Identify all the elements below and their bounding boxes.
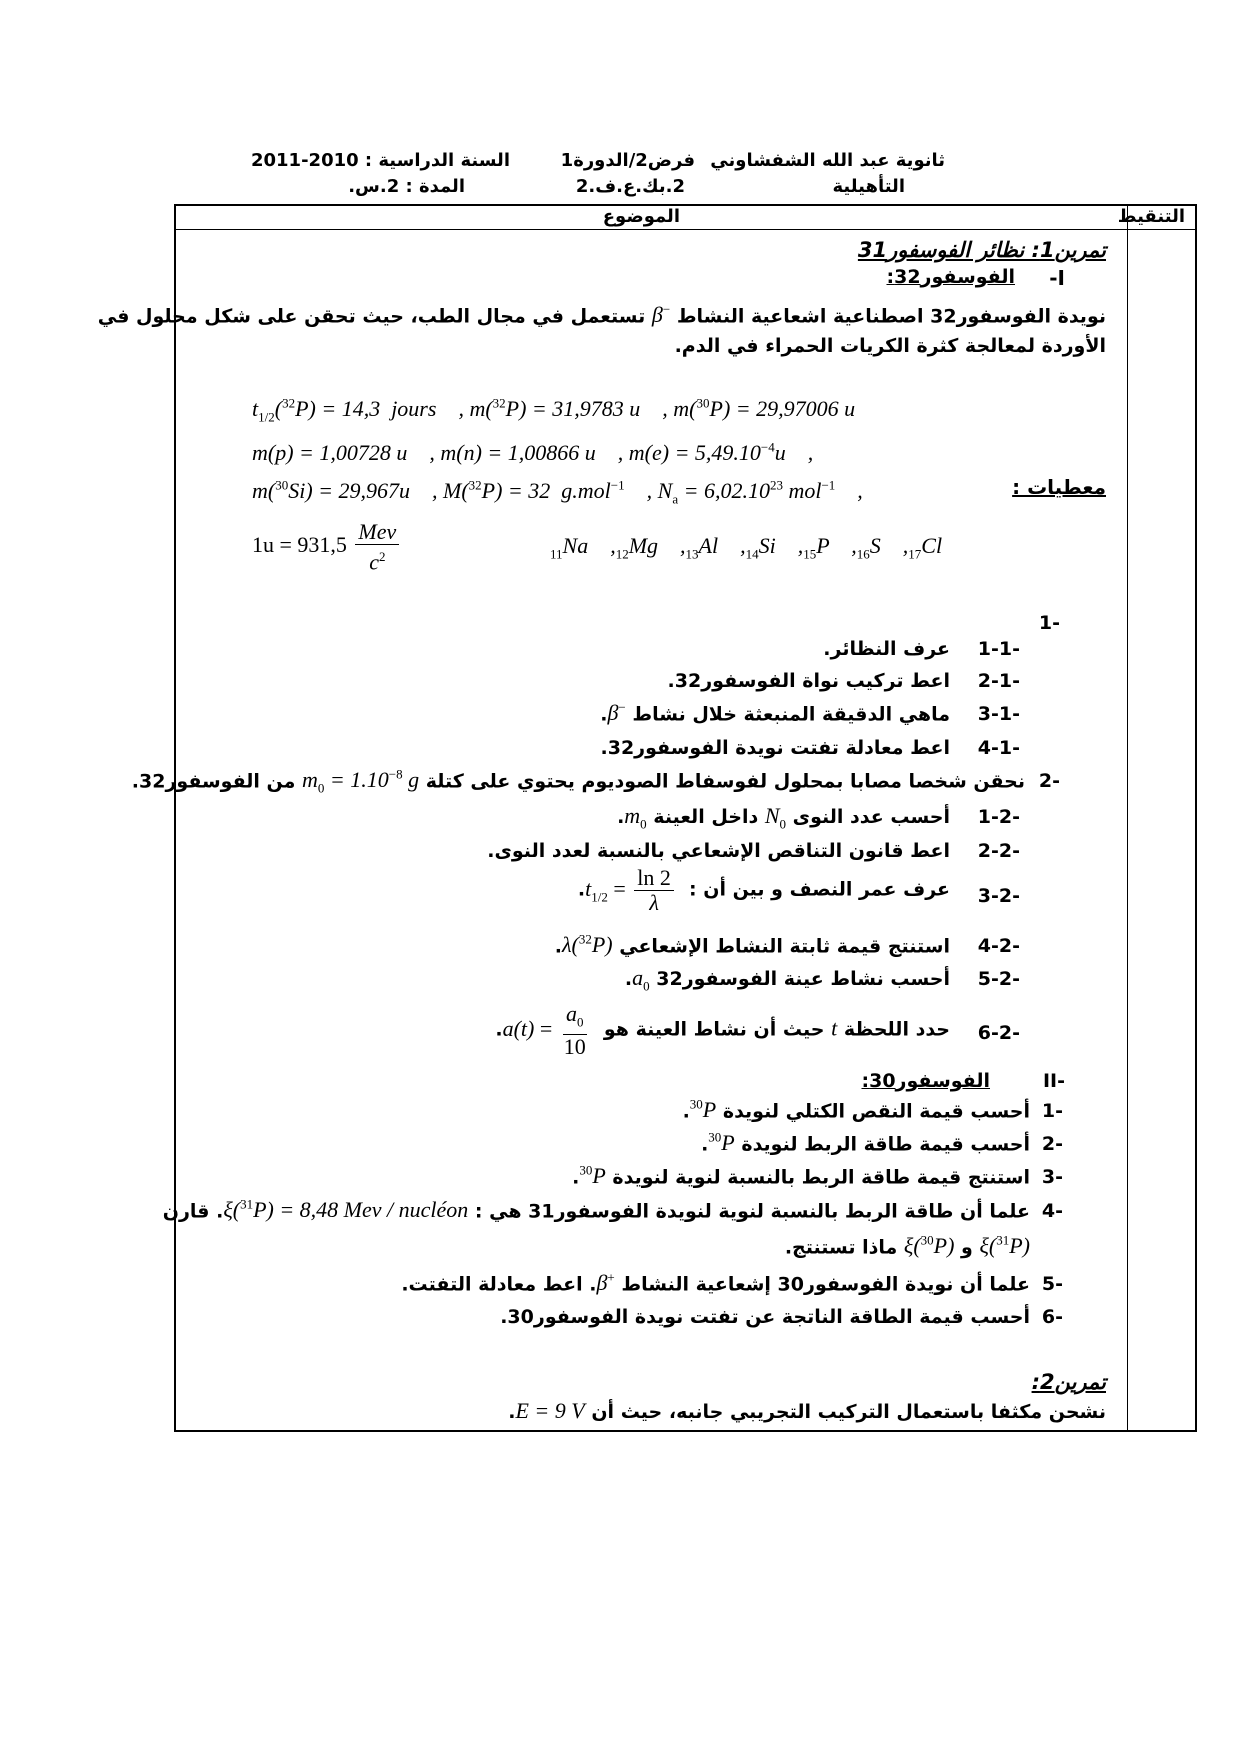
q2-6-text-a: حدد اللحظة — [843, 1018, 950, 1041]
q2-4-number: -4-2 — [977, 935, 1020, 957]
beta-minus-symbol: β− — [607, 700, 626, 726]
p2-4-text-b: قارن — [162, 1200, 210, 1223]
p2-3-number: -3 — [1041, 1166, 1063, 1188]
given-line3: m($^{30}$Si) = 29,967u , M($^{32}$P) = 32 g.mol$^{-1}$ , $N_a = 6,02.10^{23}$ mol$^{-1}$ , — [252, 478, 863, 507]
q2-3-text: عرف عمر النصف و بين أن : — [689, 878, 950, 901]
q1-3-number: -3-1 — [977, 703, 1020, 725]
subject-column-header: الموضوع — [602, 206, 680, 227]
p2-5-text-b: اعط معادلة التفتت. — [401, 1273, 583, 1296]
given-line4: 1u = 931,5 $\frac{\text{Mev}}{c^2}$ — [252, 520, 402, 574]
half-life-formula: $t_{1/2}$ = $\frac{\ln 2}{\lambda}$ — [585, 876, 682, 901]
q2-3-number: -3-2 — [977, 885, 1020, 907]
exercise1-title: تمرين1: نظائر الفوسفور31 — [857, 238, 1106, 262]
q2-number: -2 — [1038, 770, 1060, 792]
part1-title: الفوسفور32: — [886, 266, 1015, 288]
q1-3-line: ماهي الدقيقة المنبعثة خلال نشاط β−. — [600, 700, 950, 726]
q2-text-a: نحقن شخصا مصابا بمحلول لفوسفاط الصوديوم يحتوي على كتلة — [425, 770, 1025, 793]
intro-line1 — [98, 302, 1106, 328]
q2-6-number: -6-2 — [977, 1022, 1020, 1044]
p2-1-text: أحسب قيمة النقص الكتلي لنويدة — [722, 1100, 1030, 1123]
q2-line — [132, 767, 1025, 797]
exam-class: 2.بك.ع.ف.2 — [575, 176, 685, 197]
p2-4-text-c: ماذا تستنتج. — [784, 1236, 898, 1259]
q1-4-number: -4-1 — [977, 737, 1020, 759]
p2-5-line: علما أن نويدة الفوسفور30 إشعاعية النشاط β+. اعط معادلة التفتت. — [401, 1270, 1030, 1296]
mass-m0: $m_0 = 1.10^{-8}$ g — [302, 767, 420, 796]
q1-1-text: عرف النظائر. — [823, 638, 950, 660]
exercise2-text: نشحن مكثفا باستعمال التركيب التجريبي جانبه، حيث أن — [591, 1401, 1106, 1423]
q1-2-number: -2-1 — [977, 670, 1020, 692]
p2-4-number: -4 — [1041, 1200, 1063, 1222]
p2-6-text: أحسب قيمة الطاقة الناتجة عن تفتت نويدة الفوسفور30. — [500, 1306, 1030, 1328]
q1-1-number: -1-1 — [977, 638, 1020, 660]
q1-3-text: ماهي الدقيقة المنبعثة خلال نشاط — [632, 703, 950, 726]
p2-2-line: أحسب قيمة طاقة الربط لنويدة $^{30}$P. — [701, 1130, 1030, 1156]
q2-6-line: حدد اللحظة t حيث أن نشاط العينة هو a(t) = $\frac{a_0}{10}$ . — [495, 1001, 950, 1060]
p2-2-number: -2 — [1041, 1133, 1063, 1155]
p2-5-number: -5 — [1041, 1273, 1063, 1295]
part1-number: I- — [1049, 266, 1065, 290]
q2-1-number: -1-2 — [977, 806, 1020, 828]
exercise2-line: نشحن مكثفا باستعمال التركيب التجريبي جانبه، حيث أن E = 9 V. — [508, 1398, 1106, 1423]
p2-4-line2: ξ($^{31}$P) و ξ($^{30}$P) ماذا تستنتج. — [784, 1233, 1030, 1259]
q1-2-text: اعط تركيب نواة الفوسفور32. — [667, 670, 950, 692]
q1-4-text: اعط معادلة تفتت نويدة الفوسفور32. — [600, 737, 950, 759]
q2-5-line: أحسب نشاط عينة الفوسفور32 $a_0$. — [624, 965, 950, 994]
exercise2-title: تمرين2: — [1031, 1370, 1106, 1394]
grading-column-header: التنقيط — [1117, 206, 1185, 227]
given-data-label: معطيات : — [1012, 475, 1106, 499]
p2-4-text-a: علما أن طاقة الربط بالنسبة لنوية لنويدة الفوسفور31 هي : — [474, 1200, 1030, 1223]
p2-2-text: أحسب قيمة طاقة الربط لنويدة — [741, 1133, 1030, 1156]
q2-3-line: عرف عمر النصف و بين أن : $t_{1/2}$ = $\frac{\ln 2}{\lambda}$ . — [577, 865, 950, 915]
p2-4-line1: علما أن طاقة الربط بالنسبة لنوية لنويدة الفوسفور31 هي : ξ($^{31}$P) = 8,48 Mev / nucléon. قارن — [162, 1197, 1030, 1223]
beta-minus-symbol: β− — [651, 302, 671, 328]
part2-number: -II — [1042, 1070, 1065, 1092]
p2-6-number: -6 — [1041, 1306, 1063, 1328]
q2-text-b: من الفوسفور32. — [131, 770, 296, 793]
intro-text-a: نويدة الفوسفور32 اصطناعية اشعاعية النشاط — [676, 305, 1106, 328]
q2-4-line: استنتج قيمة ثابتة النشاط الإشعاعي λ($^{32}$P). — [554, 932, 950, 958]
school-name: ثانوية عبد الله الشفشاوني — [710, 150, 945, 171]
q2-2-text: اعط قانون التناقص الإشعاعي بالنسبة لعدد النوى. — [487, 840, 950, 862]
intro-text-b: تستعمل في مجال الطب، حيث تحقن على شكل محلول في — [97, 305, 646, 328]
q1-number: -1 — [1038, 612, 1060, 634]
p2-3-line: استنتج قيمة طاقة الربط بالنسبة لنوية لنويدة $^{30}$P. — [572, 1163, 1030, 1189]
p2-3-text: استنتج قيمة طاقة الربط بالنسبة لنوية لنويدة — [612, 1166, 1030, 1189]
q2-1-text-b: داخل العينة — [653, 806, 759, 828]
q2-1-text: أحسب عدد النوى — [792, 806, 950, 828]
school-name-suffix: التأهيلية — [832, 176, 905, 197]
q2-5-number: -5-2 — [977, 968, 1020, 990]
q2-6-text-b: حيث أن نشاط العينة هو — [603, 1018, 825, 1041]
part2-title: الفوسفور30: — [861, 1070, 990, 1092]
q2-4-text: استنتج قيمة ثابتة النشاط الإشعاعي — [619, 935, 950, 958]
q2-1-line: أحسب عدد النوى $N_0$ داخل العينة $m_0$. — [617, 803, 950, 832]
given-line2: m(p) = 1,00728 u , m(n) = 1,00866 u , $m(e) = 5,49.10^{-4}u$ , — [252, 440, 814, 466]
given-line1: $t_{1/2}(^{32}P) = 14,3$ jours , m($^{32}$P) = 31,9783 u , m($^{30}$P) = 29,97006 u — [252, 396, 856, 425]
p2-1-number: -1 — [1041, 1100, 1063, 1122]
atomic-numbers: $_{11}$Na $,_{12}Mg$ $,_{13}Al$ $,_{14}Si$ $,_{15}P$ $,_{16}S$ $,_{17}Cl$ — [550, 533, 943, 562]
intro-line2: الأوردة لمعالجة كثرة الكريات الحمراء في الدم. — [674, 335, 1106, 357]
q2-2-number: -2-2 — [977, 840, 1020, 862]
p2-5-text-a: علما أن نويدة الفوسفور30 إشعاعية النشاط — [621, 1273, 1030, 1296]
exam-title: فرض2/الدورة1 — [560, 150, 695, 171]
school-year: السنة الدراسية : 2010-2011 — [250, 150, 510, 171]
q2-5-text: أحسب نشاط عينة الفوسفور32 — [656, 968, 950, 990]
p2-1-line: أحسب قيمة النقص الكتلي لنويدة $^{30}$P. — [682, 1097, 1030, 1123]
exam-duration: المدة : 2.س. — [348, 176, 465, 197]
